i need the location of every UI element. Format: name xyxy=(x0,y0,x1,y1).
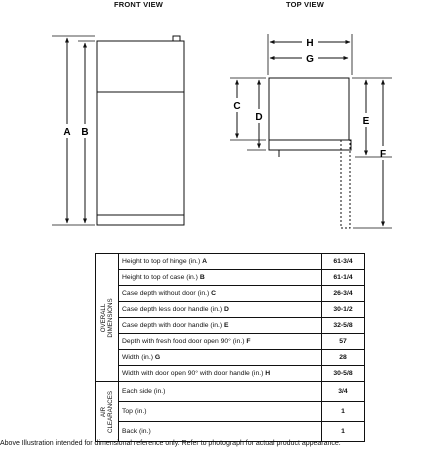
row-letter: F xyxy=(246,338,251,345)
fridge-body xyxy=(97,41,184,225)
footnote: Above Illustration intended for dimensional reference only. Refer to photograph for actual product appearance. xyxy=(0,440,341,447)
row-value: 30-5/8 xyxy=(322,366,365,382)
group-label-line: AIR xyxy=(100,406,107,417)
row-letter: C xyxy=(211,290,217,297)
row-description xyxy=(119,350,322,366)
row-text: Case depth without door (in.) xyxy=(122,290,210,297)
dimension-a xyxy=(63,38,70,223)
hinge-cap xyxy=(173,36,180,41)
row-value: 1 xyxy=(322,402,365,422)
row-value: 61-1/4 xyxy=(322,270,365,286)
row-value: 61-3/4 xyxy=(322,254,365,270)
dimension-b-label: B xyxy=(81,127,89,138)
dimension-h-label: H xyxy=(306,38,314,49)
row-letter: B xyxy=(199,274,205,281)
row-text: Case depth less door handle (in.) xyxy=(122,306,223,313)
dimension-g-label: G xyxy=(306,54,314,65)
row-value: 32-5/8 xyxy=(322,318,365,334)
row-letter: G xyxy=(154,354,161,361)
table-row xyxy=(96,366,365,382)
row-text: Depth with fresh food door open 90° (in.) xyxy=(122,338,245,345)
dimension-f-label: F xyxy=(379,149,387,160)
row-text: Height to top of case (in.) xyxy=(122,274,198,281)
table-row xyxy=(96,318,365,334)
row-description: Each side (in.) xyxy=(119,382,322,402)
top-view-label: TOP VIEW xyxy=(286,0,324,9)
row-description xyxy=(119,366,322,382)
dimension-a-label: A xyxy=(63,127,71,138)
table-row xyxy=(96,302,365,318)
dimension-g xyxy=(270,54,348,65)
table-row xyxy=(96,422,365,442)
row-letter: H xyxy=(265,370,271,377)
row-description xyxy=(119,286,322,302)
door-open-outline xyxy=(341,140,350,228)
group-label-line: DIMENSIONS xyxy=(107,297,114,338)
row-letter: A xyxy=(202,258,208,265)
row-value: 26-3/4 xyxy=(322,286,365,302)
row-text: Width (in.) xyxy=(122,354,153,361)
top-view-fridge xyxy=(269,78,351,228)
row-description xyxy=(119,254,322,270)
air-clearances-group-label xyxy=(96,382,119,442)
row-letter: D xyxy=(224,306,229,313)
door-outline xyxy=(269,140,351,150)
dimensions-table xyxy=(95,253,365,442)
row-description xyxy=(119,302,322,318)
row-value: 28 xyxy=(322,350,365,366)
case-outline xyxy=(269,78,349,140)
row-description xyxy=(119,318,322,334)
row-value: 3/4 xyxy=(322,382,365,402)
table-row xyxy=(96,334,365,350)
table-row xyxy=(96,270,365,286)
dimension-d xyxy=(255,80,262,148)
table-row xyxy=(96,350,365,366)
row-description xyxy=(119,334,322,350)
dimension-h xyxy=(270,38,350,49)
dimension-c-label: C xyxy=(233,101,241,112)
dimension-e-label: E xyxy=(362,116,370,127)
front-view-fridge xyxy=(97,36,184,225)
overall-dimensions-group-label xyxy=(96,254,119,382)
dimension-b xyxy=(81,43,88,223)
dimension-d-label: D xyxy=(255,112,263,123)
dimension-c xyxy=(233,80,240,138)
table-row xyxy=(96,286,365,302)
row-value: 1 xyxy=(322,422,365,442)
group-label-line: OVERALL xyxy=(100,303,107,332)
front-view-label: FRONT VIEW xyxy=(114,0,164,9)
dimension-f xyxy=(380,80,386,226)
table-row xyxy=(96,382,365,402)
group-label-line: CLEARANCES xyxy=(107,390,114,433)
table-row xyxy=(96,254,365,270)
row-text: Case depth with door handle (in.) xyxy=(122,322,223,329)
row-value: 57 xyxy=(322,334,365,350)
row-value: 30-1/2 xyxy=(322,302,365,318)
row-description: Top (in.) xyxy=(119,402,322,422)
row-text: Width with door open 90° with door handle (in.) xyxy=(122,370,264,377)
table-row xyxy=(96,402,365,422)
row-letter: E xyxy=(224,322,229,329)
row-description xyxy=(119,270,322,286)
row-text: Height to top of hinge (in.) xyxy=(122,258,201,265)
row-description: Back (in.) xyxy=(119,422,322,442)
dimension-e xyxy=(363,80,370,155)
